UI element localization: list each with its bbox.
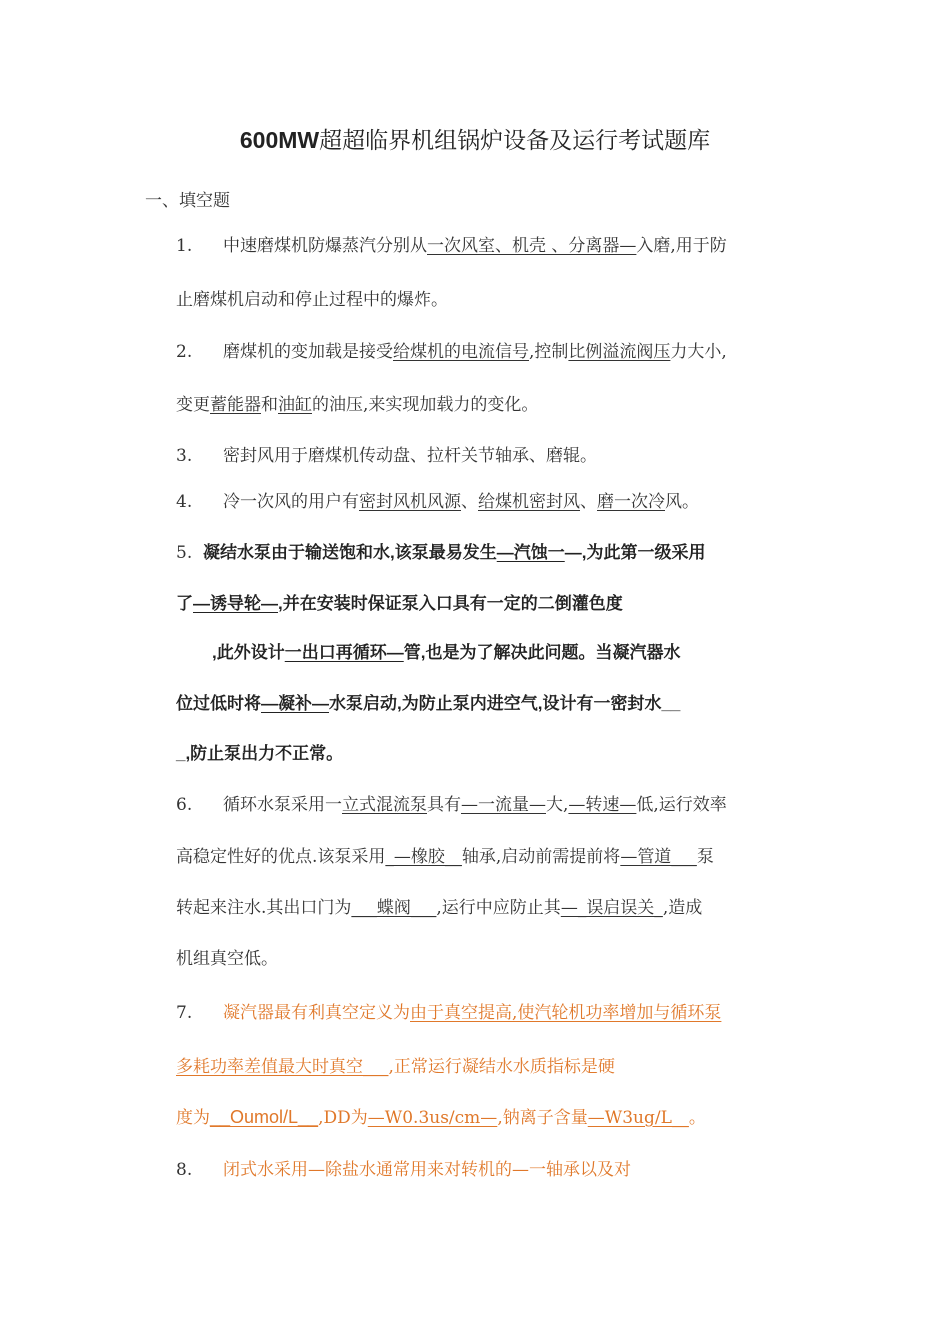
q5-answer: 一出口再循环— — [284, 643, 404, 662]
q5-text: 凝结水泵由于输送饱和水,该泵最易发生 — [203, 543, 497, 562]
q7-line-1 — [176, 998, 721, 1023]
q4-text: 、 — [580, 492, 597, 512]
q5-line-3 — [212, 638, 680, 663]
q7-text: ,正常运行凝结水水质指标是硬 — [388, 1057, 615, 1077]
q7-text: ,钠离子含量 — [497, 1108, 588, 1128]
q3-number: 3. — [176, 446, 193, 466]
q1-text: 中速磨煤机防爆蒸汽分别从 — [223, 236, 427, 256]
q5-text: ,并在安装时保证泵入口具有一定的二倒灌色度 — [278, 594, 623, 613]
q5-text: —,为此第一级采用 — [564, 543, 706, 562]
q2-text: 磨煤机的变加载是接受 — [223, 342, 393, 362]
q6-answer: —转速— — [568, 795, 637, 815]
q8-number: 8. — [176, 1160, 193, 1180]
q2-text: 力大小, — [670, 342, 727, 362]
q5-text: 位过低时将 — [176, 694, 261, 713]
q6-answer: —一流量— — [461, 795, 546, 815]
q7-text: 凝汽器最有利真空定义为 — [223, 1003, 410, 1023]
q7-text: 。 — [688, 1108, 706, 1128]
q5-answer: —汽蚀一 — [496, 543, 565, 562]
q6-text: 转起来注水.其出口门为 — [176, 898, 352, 918]
title-number: 600MW — [239, 127, 320, 153]
q6-text: ,造成 — [662, 898, 703, 918]
q6-answer: —管道___ — [620, 847, 697, 867]
q4-text: 冷一次风的用户有 — [223, 492, 359, 512]
q7-line-3 — [176, 1103, 706, 1128]
q2-answer: 蓄能器 — [210, 395, 261, 415]
q6-answer: —_误启误关_ — [560, 898, 663, 918]
q4-line — [176, 487, 699, 512]
q3-text: 密封风用于磨煤机传动盘、拉杆关节轴承、磨辊。 — [223, 446, 597, 466]
q4-answer: 密封风机风源 — [359, 492, 461, 512]
q2-text: ,控制 — [529, 342, 569, 362]
q5-text: 管,也是为了解决此问题。当凝汽器水 — [403, 643, 681, 662]
q5-line-1 — [176, 538, 705, 563]
q5-answer: —凝补— — [261, 694, 329, 713]
q1-text: 入磨,用于防 — [636, 236, 727, 256]
q6-text: 低,运行效率 — [636, 795, 727, 815]
q4-text: 、 — [461, 492, 478, 512]
q6-text: 循环水泵采用一 — [223, 795, 342, 815]
page-title — [0, 122, 950, 155]
q7-answer: 多耗功率差值最大时真空___ — [176, 1057, 389, 1077]
q2-text: 的油压,来实现加载力的变化。 — [312, 395, 539, 415]
q5-line-2 — [176, 589, 623, 614]
q8-line — [176, 1155, 631, 1180]
q5-line-4 — [176, 689, 680, 714]
section-heading: 一、填空题 — [145, 191, 230, 211]
q2-line-2 — [176, 390, 538, 415]
q7-text: 度为 — [176, 1108, 210, 1128]
q4-number: 4. — [176, 492, 193, 512]
q2-number: 2. — [176, 342, 193, 362]
q5-answer: —诱导轮— — [193, 594, 278, 613]
q5-line-5: _,防止泵出力不正常。 — [176, 744, 344, 763]
q6-number: 6. — [176, 795, 193, 815]
q3-line — [176, 441, 597, 466]
q2-answer: 油缸 — [278, 395, 312, 415]
q6-text: 高稳定性好的优点.该泵采用 — [176, 847, 386, 867]
q1-number: 1. — [176, 236, 193, 256]
q2-answer: 给煤机的电流信号 — [393, 342, 529, 362]
q2-answer: 比例溢流阀压 — [568, 342, 671, 362]
q1-line-2: 止磨煤机启动和停止过程中的爆炸。 — [176, 290, 448, 310]
q6-text: ,运行中应防止其 — [436, 898, 561, 918]
q6-line-4: 机组真空低。 — [176, 949, 278, 969]
q6-text: 具有 — [427, 795, 461, 815]
q7-line-2 — [176, 1052, 615, 1077]
q7-number: 7. — [176, 1003, 193, 1023]
q5-number: 5. — [176, 543, 193, 563]
q2-text: 变更 — [176, 395, 210, 415]
q4-answer: 给煤机密封风 — [478, 492, 580, 512]
q6-line-3 — [176, 893, 702, 918]
q7-answer: 由于真空提高,使汽轮机功率增加与循环泵 — [410, 1003, 722, 1023]
q6-text: 轴承,启动前需提前将 — [461, 847, 621, 867]
q4-text: 风。 — [665, 492, 699, 512]
q4-answer: 磨一次冷 — [597, 492, 665, 512]
q6-text: 泵 — [696, 847, 714, 867]
q6-line-1 — [176, 790, 727, 815]
q5-text: ,此外设计 — [212, 643, 285, 662]
q2-line-1 — [176, 337, 727, 362]
q6-line-2 — [176, 842, 714, 867]
q5-text: 水泵启动,为防止泵内进空气,设计有一密封水__ — [329, 694, 681, 713]
q7-answer: __Oumol/L__ — [210, 1107, 319, 1127]
q7-text: ,DD为 — [318, 1108, 368, 1128]
q7-answer: —W3ug/L__ — [587, 1108, 689, 1128]
q6-answer: _—橡胶__ — [385, 847, 462, 867]
q5-text: 了 — [176, 594, 193, 613]
q1-line-1 — [176, 231, 727, 256]
title-text: 超超临界机组锅炉设备及运行考试题库 — [319, 128, 711, 154]
q6-answer: ___蝶阀___ — [351, 898, 437, 918]
q7-answer: —W0.3us/cm— — [367, 1108, 498, 1128]
q6-text: 大, — [546, 795, 569, 815]
q8-text: 闭式水采用—除盐水通常用来对转机的—一轴承以及对 — [223, 1160, 631, 1180]
q2-text: 和 — [261, 395, 278, 415]
q6-answer: 立式混流泵 — [342, 795, 427, 815]
q1-answer: 一次风室、机壳 、分离器— — [427, 236, 637, 256]
